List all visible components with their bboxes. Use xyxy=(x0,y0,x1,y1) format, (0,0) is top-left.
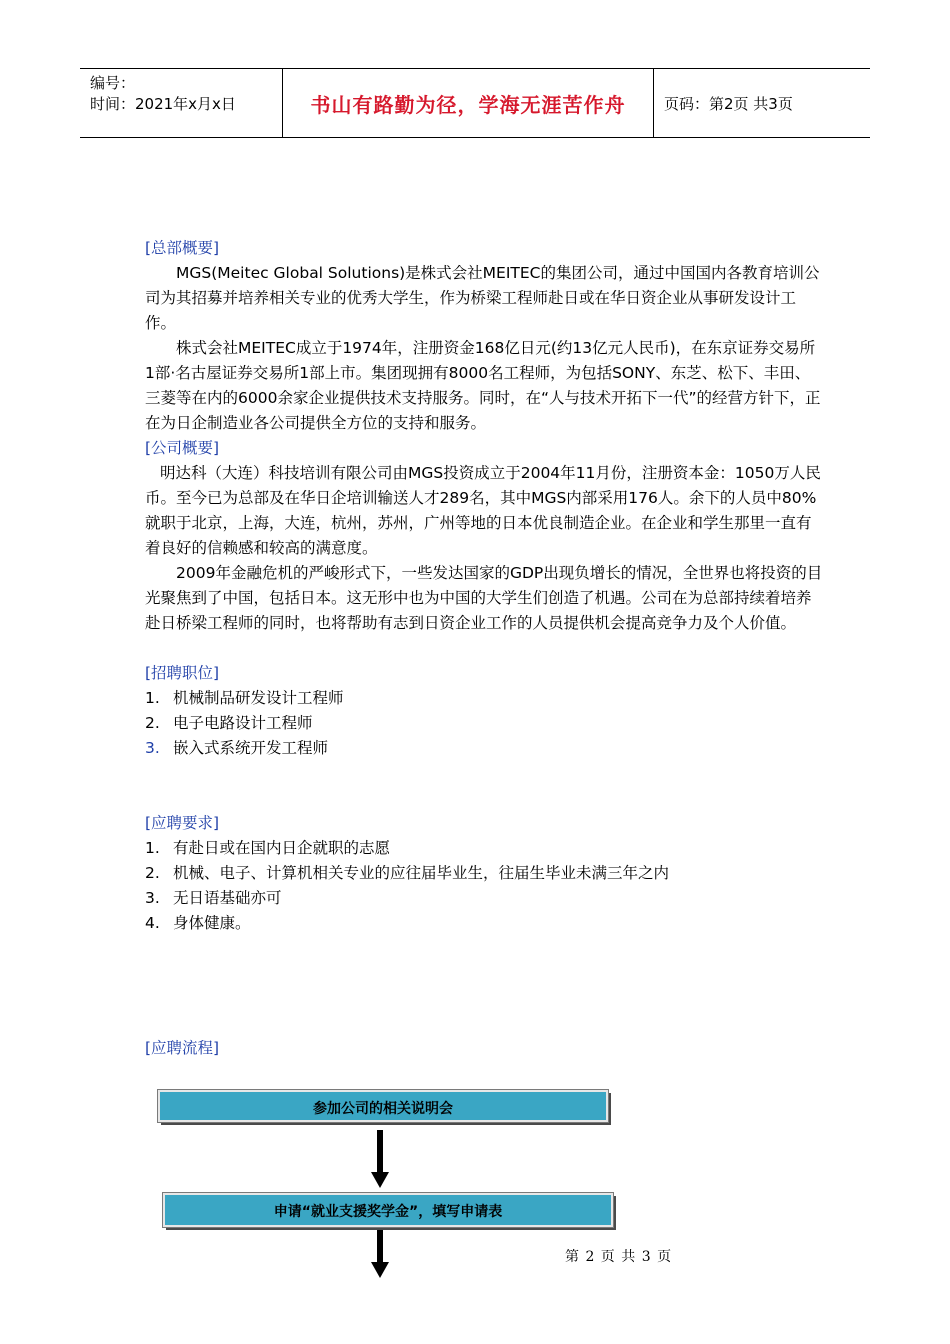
header-page-number: 页码：第2页 共3页 xyxy=(664,94,793,113)
company-title: [公司概要] xyxy=(145,439,220,457)
flow-step-2: 申请“就业支援奖学金”，填写申请表 xyxy=(163,1193,613,1227)
header-motto: 书山有路勤为径，学海无涯苦作舟 xyxy=(282,69,654,137)
code-label: 编号： xyxy=(90,74,136,92)
flow-arrow-down-icon xyxy=(370,1130,390,1188)
list-item: 3. 无日语基础亦可 xyxy=(145,889,282,907)
overview-paragraph-1: MGS(Meitec Global Solutions)是株式会社MEITEC的集团公司，通过中国国内各教育培训公司为其招募并培养相关专业的优秀大学生，作为桥梁工程师赴日或在华日资企业从事研发设计工作。 xyxy=(145,264,820,332)
flow-step-1: 参加公司的相关说明会 xyxy=(158,1090,608,1122)
requirements-title: [应聘要求] xyxy=(145,814,220,832)
list-item: 1. 有赴日或在国内日企就职的志愿 xyxy=(145,839,391,857)
list-item: 2. 机械、电子、计算机相关专业的应往届毕业生，往届生毕业未满三年之内 xyxy=(145,864,670,882)
flow-arrow-down-icon xyxy=(370,1230,390,1278)
page-header xyxy=(80,68,870,138)
requirements-list xyxy=(145,836,825,936)
header-meta xyxy=(80,69,282,137)
company-paragraph-1: 明达科（大连）科技培训有限公司由MGS投资成立于2004年11月份，注册资本金：1050万人民币。至今已为总部及在华日企培训输送人才289名，其中MGS内部采用176人。余下的人员中80%就职于北京，上海，大连，杭州，苏州，广州等地的日本优良制造企业。在企业和学生那里一直有着良好的信赖感和较高的满意度。 xyxy=(145,464,821,557)
positions-list xyxy=(145,686,825,761)
document-body xyxy=(145,236,825,1061)
overview-paragraph-2: 株式会社MEITEC成立于1974年，注册资金168亿日元(约13亿元人民币)，在东京证券交易所1部·名古屋证券交易所1部上市。集团现拥有8000名工程师，为包括SONY、东芝、松下、丰田、三菱等在内的6000余家企业提供技术支持服务。同时，在“人与技术开拓下一代”的经营方针下，正在为日企制造业各公司提供全方位的支持和服务。 xyxy=(145,339,821,432)
list-item: 4. 身体健康。 xyxy=(145,914,251,932)
page-footer: 第 2 页 共 3 页 xyxy=(565,1249,673,1265)
time-label: 时间：2021年x月x日 xyxy=(90,95,236,113)
list-item: 2. 电子电路设计工程师 xyxy=(145,714,313,732)
process-title: [应聘流程] xyxy=(145,1039,220,1057)
positions-title: [招聘职位] xyxy=(145,664,220,682)
list-item: 3. 嵌入式系统开发工程师 xyxy=(145,739,329,757)
company-paragraph-2: 2009年金融危机的严峻形式下，一些发达国家的GDP出现负增长的情况，全世界也将投资的目光聚焦到了中国，包括日本。这无形中也为中国的大学生们创造了机遇。公司在为总部持续着培养赴日桥梁工程师的同时，也将帮助有志到日资企业工作的人员提供机会提高竞争力及个人价值。 xyxy=(145,564,823,632)
overview-title: [总部概要] xyxy=(145,239,220,257)
list-item: 1. 机械制品研发设计工程师 xyxy=(145,689,344,707)
